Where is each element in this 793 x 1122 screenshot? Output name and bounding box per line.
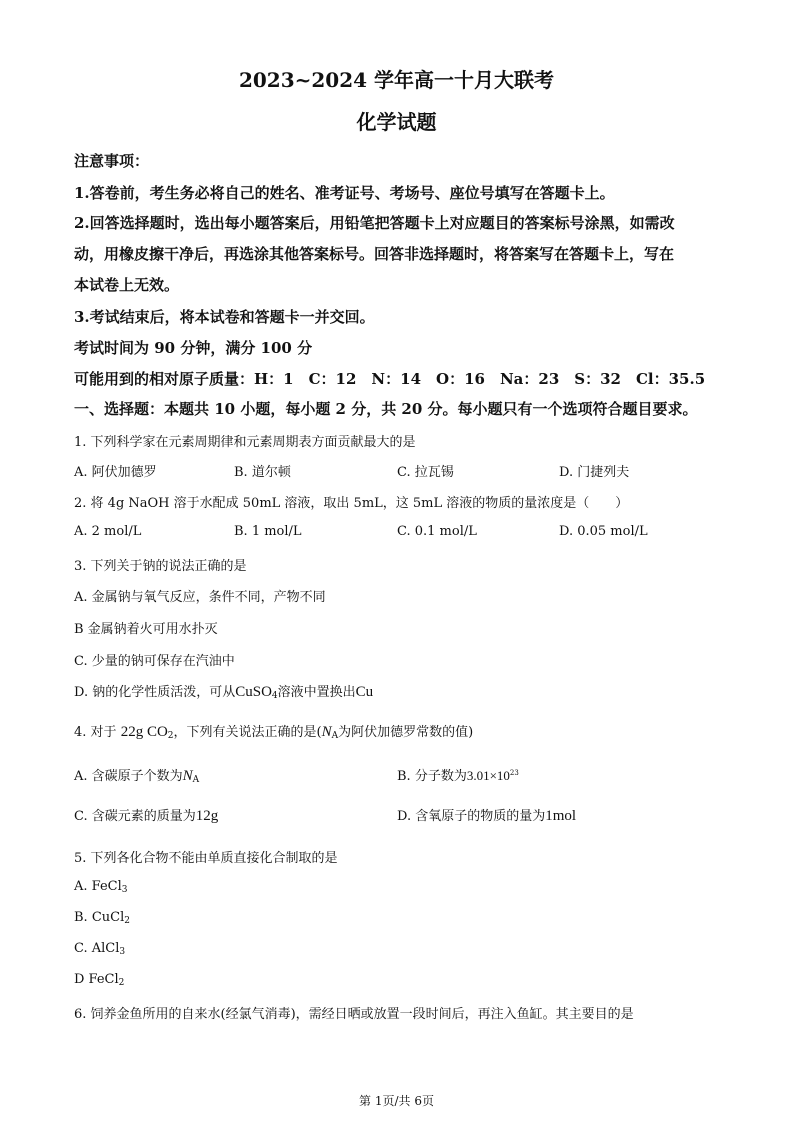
q4-stem-subscript: 2 xyxy=(167,731,174,741)
q5-option-d-subscript: 2 xyxy=(118,978,125,988)
q5-option-c xyxy=(74,941,125,957)
exam-subtitle: 化学试题 xyxy=(356,110,437,134)
q3-option-a: A. 金属钠与氧气反应，条件不同，产物不同 xyxy=(74,590,326,605)
q4-option-d-text: D. 含氧原子的物质的量为 xyxy=(397,809,546,824)
q5-option-a xyxy=(74,879,128,895)
notice-item-2-line-1: 2.回答选择题时，选出每小题答案后，用铅笔把答题卡上对应题目的答案标号涂黑，如需改 xyxy=(74,214,675,232)
q5-option-b-subscript: 2 xyxy=(124,916,130,926)
q1-option-a: A. 阿伏加德罗 xyxy=(74,465,157,480)
q3-option-d-cu: Cu xyxy=(355,684,374,700)
q5-stem: 5. 下列各化合物不能由单质直接化合制取的是 xyxy=(74,851,338,866)
q5-option-d-text: D FeCl xyxy=(74,972,119,987)
q4-option-d-value: 1mol xyxy=(545,808,577,824)
q4-option-b xyxy=(397,765,519,784)
q2-option-d: D. 0.05 mol/L xyxy=(559,524,648,539)
q5-option-d xyxy=(74,972,124,988)
q5-option-b-text: B. CuCl xyxy=(74,910,125,925)
q2-option-b: B. 1 mol/L xyxy=(234,524,302,539)
q2-option-c: C. 0.1 mol/L xyxy=(397,524,477,539)
q4-option-a-text: A. 含碳原子个数为 xyxy=(74,769,183,784)
q3-stem: 3. 下列关于钠的说法正确的是 xyxy=(74,559,247,574)
q5-option-a-subscript: 3 xyxy=(121,885,128,895)
q4-option-a-n: N xyxy=(182,768,193,784)
q4-option-b-text: B. 分子数为 xyxy=(397,769,467,784)
q4-option-d xyxy=(397,805,576,825)
q2-stem: 2. 将 4g NaOH 溶于水配成 50mL 溶液，取出 5mL，这 5mL 溶液的物质的量浓度是（ ） xyxy=(74,496,629,511)
q3-option-c: C. 少量的钠可保存在汽油中 xyxy=(74,654,235,669)
notice-item-3: 3.考试结束后，将本试卷和答题卡一并交回。 xyxy=(74,308,375,326)
q4-stem-suffix: 为阿伏加德罗常数的值) xyxy=(338,725,474,740)
exam-time: 考试时间为 90 分钟，满分 100 分 xyxy=(74,339,313,357)
q4-stem-formula: 22g CO xyxy=(120,724,168,740)
notice-heading: 注意事项： xyxy=(74,152,150,170)
q4-stem xyxy=(74,721,473,741)
q4-option-a xyxy=(74,765,199,785)
notice-item-1: 1.答卷前，考生务必将自己的姓名、准考证号、考场号、座位号填写在答题卡上。 xyxy=(74,184,615,202)
q6-stem: 6. 饲养金鱼所用的自来水(经氯气消毒)，需经日晒或放置一段时间后，再注入鱼缸。其主要目的是 xyxy=(74,1007,634,1022)
q3-option-d xyxy=(74,681,373,701)
page-number: 第 1页/共 6页 xyxy=(359,1094,434,1108)
q4-stem-prefix: 4. 对于 xyxy=(74,725,117,740)
q3-option-b: B 金属钠着火可用水扑灭 xyxy=(74,622,218,637)
q3-option-d-formula: CuSO xyxy=(235,684,272,700)
section-1-heading: 一、选择题：本题共 10 小题，每小题 2 分，共 20 分。每小题只有一个选项符合题目要求。 xyxy=(74,400,698,418)
q3-option-d-middle: 溶液中置换出 xyxy=(277,685,356,700)
exam-title: 2023~2024 学年高一十月大联考 xyxy=(238,68,555,92)
q5-option-c-text: C. AlCl xyxy=(74,941,120,956)
q1-option-b: B. 道尔顿 xyxy=(234,465,291,480)
q4-option-c-text: C. 含碳元素的质量为 xyxy=(74,809,196,824)
notice-item-2-line-2: 动，用橡皮擦干净后，再选涂其他答案标号。回答非选择题时，将答案写在答题卡上，写在 xyxy=(74,245,675,263)
q4-option-b-value: 3.01×10 xyxy=(466,768,510,783)
q5-option-a-text: A. FeCl xyxy=(74,879,122,894)
q2-option-a: A. 2 mol/L xyxy=(74,524,142,539)
q1-option-c: C. 拉瓦锡 xyxy=(397,465,454,480)
q4-stem-middle: ，下列有关说法正确的是( xyxy=(173,725,322,740)
q4-option-b-exponent: 23 xyxy=(509,769,519,777)
q1-stem: 1. 下列科学家在元素周期律和元素周期表方面贡献最大的是 xyxy=(74,435,416,450)
q4-option-c-value: 12g xyxy=(195,808,219,824)
q5-option-b xyxy=(74,910,130,926)
q5-option-c-subscript: 3 xyxy=(119,947,126,957)
atomic-masses: 可能用到的相对原子质量：H：1 C：12 N：14 O：16 Na：23 S：32 Cl：35.5 xyxy=(74,370,706,388)
q3-option-d-prefix: D. 钠的化学性质活泼，可从 xyxy=(74,685,236,700)
q4-option-a-subscript: A xyxy=(192,775,200,785)
q3-option-d-subscript: 4 xyxy=(271,691,278,701)
q4-stem-na-subscript: A xyxy=(331,731,339,741)
q4-stem-na: N xyxy=(321,724,332,740)
q1-option-d: D. 门捷列夫 xyxy=(559,465,630,480)
notice-item-2-line-3: 本试卷上无效。 xyxy=(74,276,180,294)
q4-option-c xyxy=(74,805,218,825)
